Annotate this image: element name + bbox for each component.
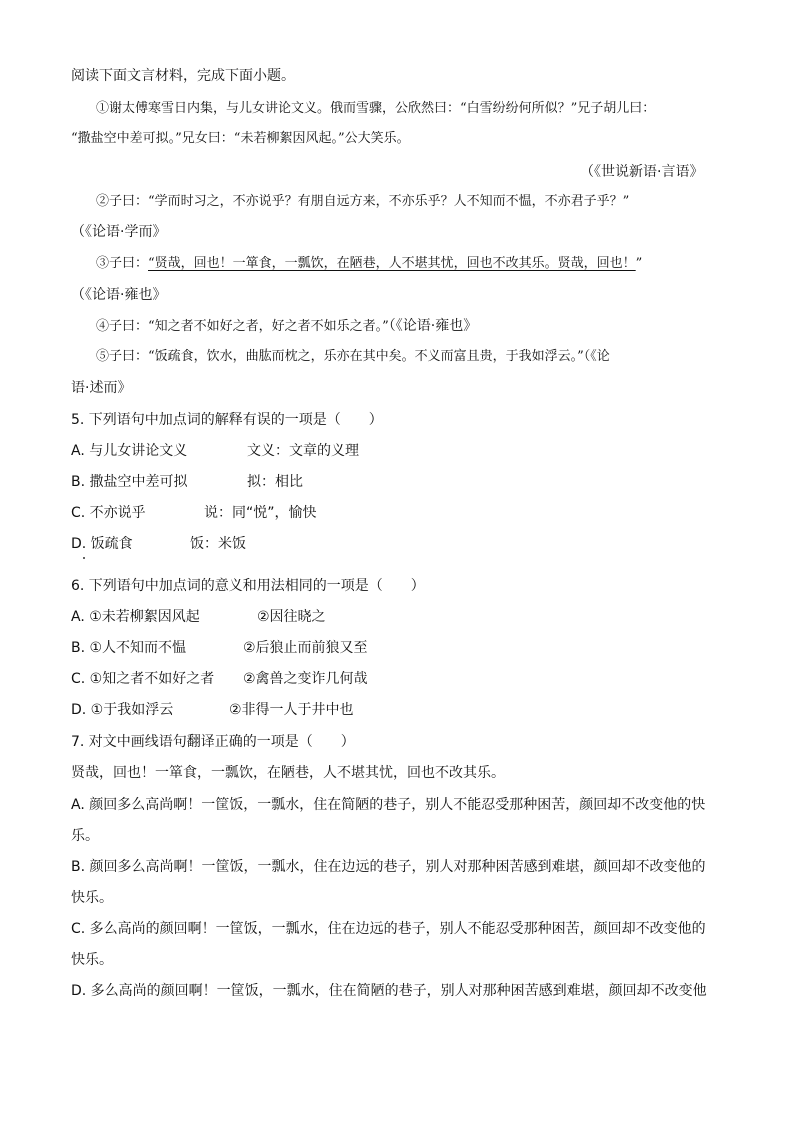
question-5-stem: 5. 下列语句中加点词的解释有误的一项是（ ）	[71, 412, 383, 428]
passage-3-underlined-sentence: “贤哉，回也！一箪食，一瓢饮，在陋巷，人不堪其忧，回也不改其乐。贤哉，回也！	[148, 256, 636, 271]
passage-1-line-1: ①谢太傅寒雪日内集，与儿女讲论文义。俄而雪骤，公欣然曰：“白雪纷纷何所似？”兄子胡儿曰：	[96, 101, 656, 116]
question-7-option-b-line-1: B. 颜回多么高尚啊！一筐饭，一瓢水，住在边远的巷子，别人对那种困苦感到难堪，颜回却不改变他的	[71, 859, 706, 875]
question-6-option-a-note: ②因往晓之	[257, 609, 326, 625]
question-6-option-d: D. ①于我如浮云	[71, 702, 174, 718]
question-6-option-a: A. ①未若柳絮因风起	[71, 609, 200, 625]
passage-3-line	[96, 254, 642, 274]
question-6-option-c: C. ①知之者不如好之者	[71, 671, 215, 687]
passage-5-source-continued: 语·述而》	[71, 380, 132, 396]
question-5-option-a-note: 文义：文章的义理	[247, 443, 359, 459]
passage-1-line-2: “撒盐空中差可拟。”兄女曰：“未若柳絮因风起。”公大笑乐。	[71, 131, 410, 146]
question-5-option-b-note: 拟：相比	[247, 474, 303, 490]
question-6-stem: 6. 下列语句中加点词的意义和用法相同的一项是（ ）	[71, 578, 425, 594]
passage-4-quote: ④子曰：“知之者不如好之者，好之者不如乐之者。”	[96, 319, 389, 334]
question-7-sentence: 贤哉，回也！一箪食，一瓢饮，在陋巷，人不堪其忧，回也不改其乐。	[71, 765, 505, 781]
question-7-option-b-line-2: 快乐。	[71, 890, 113, 906]
passage-2-line: ②子曰：“学而时习之，不亦说乎？有朋自远方来，不亦乐乎？人不知而不愠，不亦君子乎？”	[96, 194, 630, 209]
question-5-option-c-note: 说：同“悦”，愉快	[204, 505, 317, 521]
question-5-option-a: A. 与儿女讲论文义	[71, 443, 188, 459]
question-5-option-c: C. 不亦说乎	[71, 505, 146, 521]
question-6-option-b-note: ②后狼止而前狼又至	[243, 640, 368, 656]
passage-5-line: ⑤子曰：“饭疏食，饮水，曲肱而枕之，乐亦在其中矣。不义而富且贵，于我如浮云。”（《论	[96, 349, 610, 364]
question-5-option-d: D. 饭疏食	[71, 536, 133, 552]
passage-1-source: （《世说新语·言语》	[580, 164, 704, 180]
question-6-option-c-note: ②禽兽之变诈几何哉	[243, 671, 368, 687]
question-7-option-d-line-1: D. 多么高尚的颜回啊！一筐饭，一瓢水，住在简陋的巷子，别人对那种困苦感到难堪，颜回却不改变他	[71, 983, 707, 999]
question-7-option-a-line-1: A. 颜回多么高尚啊！一筐饭，一瓢水，住在简陋的巷子，别人不能忍受那种困苦，颜回却不改变他的快	[71, 797, 706, 813]
emphasis-dot	[83, 557, 85, 559]
question-5-option-b: B. 撒盐空中差可拟	[71, 474, 188, 490]
question-6-option-b: B. ①人不知而不愠	[71, 640, 187, 656]
passage-3-prefix: ③子曰：	[96, 256, 149, 271]
passage-3-source: （《论语·雍也》	[71, 287, 167, 303]
passage-3-suffix: ”	[635, 256, 643, 271]
question-7-option-c-line-1: C. 多么高尚的颜回啊！一筐饭，一瓢水，住在边远的巷子，别人不能忍受那种困苦，颜回却不改变他的	[71, 921, 706, 937]
question-7-stem: 7. 对文中画线语句翻译正确的一项是（ ）	[71, 734, 355, 750]
passage-4-source: （《论语·雍也》	[388, 318, 478, 334]
question-7-option-a-line-2: 乐。	[71, 828, 99, 844]
question-7-option-c-line-2: 快乐。	[71, 952, 113, 968]
passage-2-source: （《论语·学而》	[71, 224, 167, 240]
passage-4-line	[96, 316, 477, 337]
question-5-option-d-note: 饭：米饭	[190, 536, 246, 552]
intro-instruction: 阅读下面文言材料，完成下面小题。	[71, 68, 295, 84]
question-6-option-d-note: ②非得一人于井中也	[229, 702, 354, 718]
